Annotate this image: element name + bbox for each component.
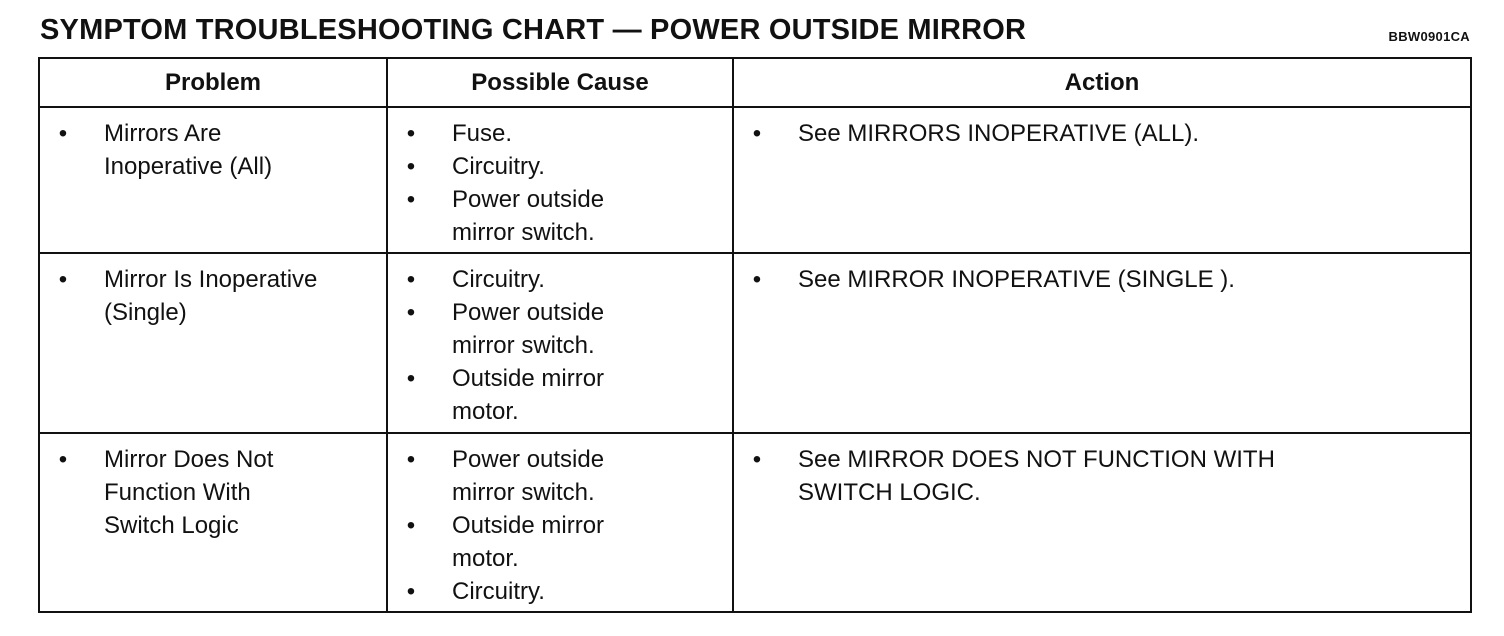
list-item <box>40 263 360 329</box>
bullet-icon: • <box>58 266 68 293</box>
cause-text: Power outside mirror switch. <box>452 446 605 506</box>
bullet-icon: • <box>58 446 68 473</box>
problem-text: Mirrors Are Inoperative (All) <box>104 120 273 180</box>
figure-code: BBW0901CA <box>1388 29 1470 44</box>
action-text: See MIRROR INOPERATIVE (SINGLE ). <box>798 266 1235 293</box>
bullet-icon: • <box>752 120 762 147</box>
cause-text: Circuitry. <box>452 153 545 180</box>
problem-cell <box>39 107 387 253</box>
action-cell <box>733 253 1471 433</box>
bullet-icon: • <box>58 120 68 147</box>
cause-text: Circuitry. <box>452 578 545 605</box>
bullet-icon: • <box>406 186 416 213</box>
cause-cell <box>387 107 733 253</box>
list-item <box>388 509 658 575</box>
action-text: See MIRRORS INOPERATIVE (ALL). <box>798 120 1199 147</box>
list-item <box>388 296 658 362</box>
bullet-icon: • <box>406 578 416 605</box>
cause-cell <box>387 433 733 612</box>
list-item <box>388 263 658 296</box>
problem-text: Mirror Is Inoperative (Single) <box>104 266 318 326</box>
list-item <box>734 117 1314 150</box>
action-cell <box>733 433 1471 612</box>
list-item <box>388 362 658 428</box>
cause-cell <box>387 253 733 433</box>
cause-text: Outside mirror motor. <box>452 365 605 425</box>
bullet-icon: • <box>752 266 762 293</box>
cause-text: Power outside mirror switch. <box>452 186 605 246</box>
list-item <box>388 443 658 509</box>
bullet-icon: • <box>406 365 416 392</box>
chart-title: SYMPTOM TROUBLESHOOTING CHART — POWER OUTSIDE MIRROR <box>40 14 1027 46</box>
bullet-icon: • <box>406 299 416 326</box>
bullet-icon: • <box>406 153 416 180</box>
column-header-possible-cause: Possible Cause <box>387 58 733 107</box>
table-row <box>39 253 1471 433</box>
action-text: See MIRROR DOES NOT FUNCTION WITH SWITCH LOGIC. <box>798 446 1275 506</box>
bullet-icon: • <box>406 512 416 539</box>
cause-text: Outside mirror motor. <box>452 512 605 572</box>
bullet-icon: • <box>406 446 416 473</box>
header-row <box>39 58 1471 107</box>
column-header-action: Action <box>733 58 1471 107</box>
list-item <box>388 117 658 150</box>
problem-cell <box>39 433 387 612</box>
problem-cell <box>39 253 387 433</box>
bullet-icon: • <box>406 266 416 293</box>
table-row <box>39 433 1471 612</box>
action-cell <box>733 107 1471 253</box>
list-item <box>734 263 1354 296</box>
cause-text: Power outside mirror switch. <box>452 299 605 359</box>
list-item <box>734 443 1294 509</box>
column-header-problem: Problem <box>39 58 387 107</box>
bullet-icon: • <box>406 120 416 147</box>
troubleshooting-table <box>38 57 1472 613</box>
list-item <box>388 575 658 608</box>
bullet-icon: • <box>752 446 762 473</box>
problem-text: Mirror Does Not Function With Switch Logic <box>104 446 274 539</box>
list-item <box>40 443 330 542</box>
table-row <box>39 107 1471 253</box>
list-item <box>388 150 658 183</box>
list-item <box>40 117 300 183</box>
cause-text: Circuitry. <box>452 266 545 293</box>
cause-text: Fuse. <box>452 120 513 147</box>
list-item <box>388 183 658 249</box>
